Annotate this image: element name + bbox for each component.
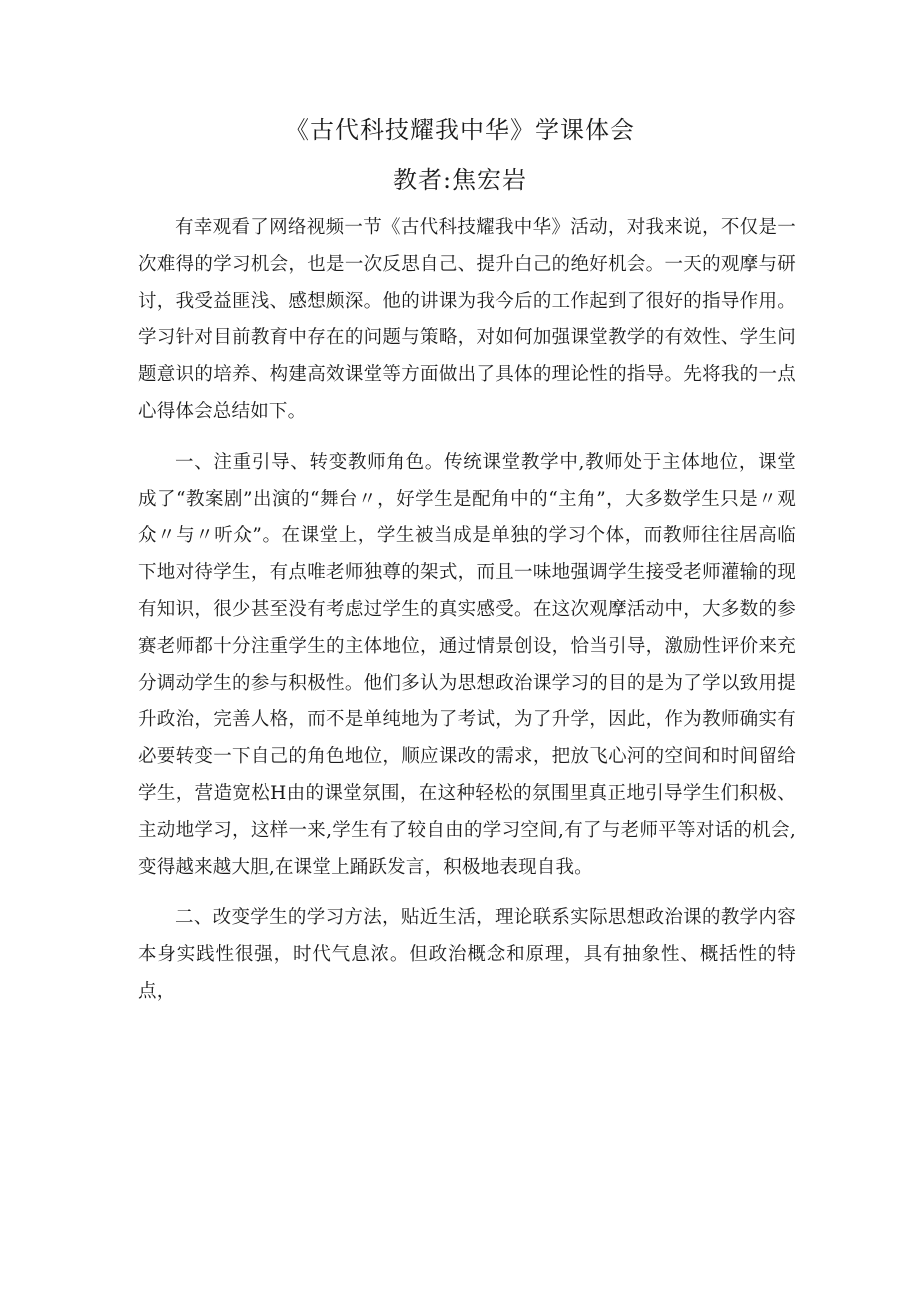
author-line: 教者:焦宏岩 (392, 166, 528, 194)
paragraph-section-two: 二、改变学生的学习方法，贴近生活，理论联系实际思想政治课的教学内容本身实践性很强，时代气息浓。但政治概念和原理，具有抽象性、概括性的特点， (138, 907, 796, 1002)
document-title: 《古代科技耀我中华》学课体会 (285, 116, 635, 144)
paragraph-section-one: 一、注重引导、转变教师角色。传统课堂教学中,教师处于主体地位，课堂成了“教案剧”出演的“舞台〃，好学生是配角中的“主角”，大多数学生只是〃观众〃与〃听众”。在课堂上，学生被当成是单独的学习个体，而教师往往居高临下地对待学生，有点唯老师独尊的架式，而且一味地强调学生接受老师灌输的现有知识，很少甚至没有考虑过学生的真实感受。在这次观摩活动中，大多数的参赛老师都十分注重学生的主体地位，通过情景创设，恰当引导，激励性评价来充分调动学生的参与积极性。他们多认为思想政治课学习的目的是为了学以致用提升政治，完善人格，而不是单纯地为了考试，为了升学，因此，作为教师确实有必要转变一下自己的角色地位，顺应课改的需求，把放飞心河的空间和时间留给学生，营造宽松H由的课堂氛围，在这种轻松的氛围里真正地引导学生们积极、主动地学习，这样一来,学生有了较自由的学习空间,有了与老师平等对话的机会,变得越来越大胆,在课堂上踊跃发言，积极地表现自我。 (138, 451, 796, 878)
document-body (138, 210, 796, 1025)
paragraph-intro: 有幸观看了网络视频一节《古代科技耀我中华》活动，对我来说，不仅是一次难得的学习机会，也是一次反思自己、提升白己的绝好机会。一天的观摩与研讨，我受益匪浅、感想颇深。他的讲课为我今后的工作起到了很好的指导作用。学习针对目前教育中存在的问题与策略，对如何加强课堂教学的有效性、学生问题意识的培养、构建高效课堂等方面做出了具体的理论性的指导。先将我的一点心得体会总结如下。 (138, 217, 796, 422)
